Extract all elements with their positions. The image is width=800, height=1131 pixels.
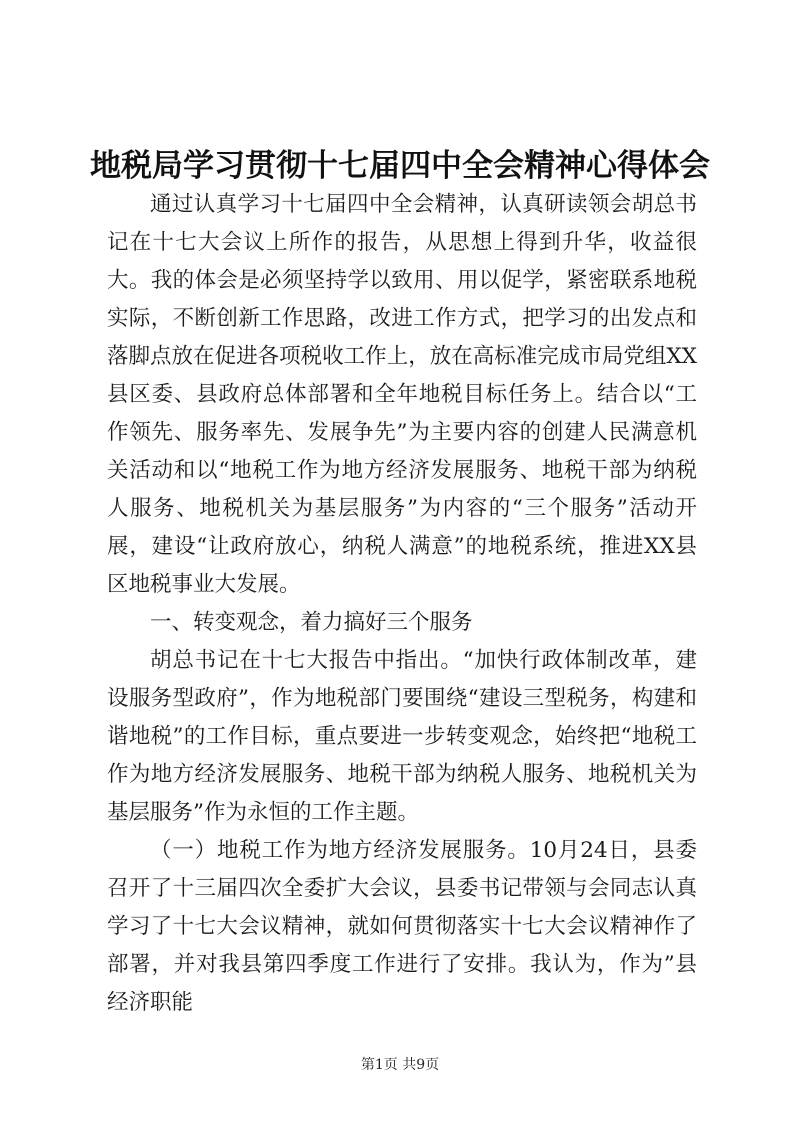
- page-number-footer: 第1页 共9页: [360, 1057, 440, 1073]
- body-paragraph: 胡总书记在十七大报告中指出。“加快行政体制改革，建设服务型政府”，作为地税部门要围绕“建设三型税务，构建和谐地税”的工作目标，重点要进一步转变观念，始终把“地税工作为地方经济发展服务、地税干部为纳税人服务、地税机关为基层服务”作为永恒的工作主题。: [107, 648, 697, 825]
- body-paragraph: （一）地税工作为地方经济发展服务。10月24日，县委召开了十三届四次全委扩大会议，县委书记带领与会同志认真学习了十七大会议精神，就如何贯彻落实十七大会议精神作了部署，并对我县第四季度工作进行了安排。我认为，作为”县经济职能: [107, 838, 697, 1015]
- document-title: 地税局学习贯彻十七届四中全会精神心得体会: [90, 148, 710, 184]
- section-heading: 一、转变观念，着力搞好三个服务: [150, 610, 473, 635]
- body-paragraph: 通过认真学习十七届四中全会精神，认真研读领会胡总书记在十七大会议上所作的报告，从思想上得到升华，收益很大。我的体会是必须坚持学以致用、用以促学，紧密联系地税实际，不断创新工作思路，改进工作方式，把学习的出发点和落脚点放在促进各项税收工作上，放在高标准完成市局党组XX县区委、县政府总体部署和全年地税目标任务上。结合以“工作领先、服务率先、发展争先”为主要内容的创建人民满意机关活动和以“地税工作为地方经济发展服务、地税干部为纳税人服务、地税机关为基层服务”为内容的“三个服务”活动开展，建设“让政府放心，纳税人满意”的地税系统，推进XX县区地税事业大发展。: [107, 192, 697, 597]
- document-body: [107, 186, 697, 1022]
